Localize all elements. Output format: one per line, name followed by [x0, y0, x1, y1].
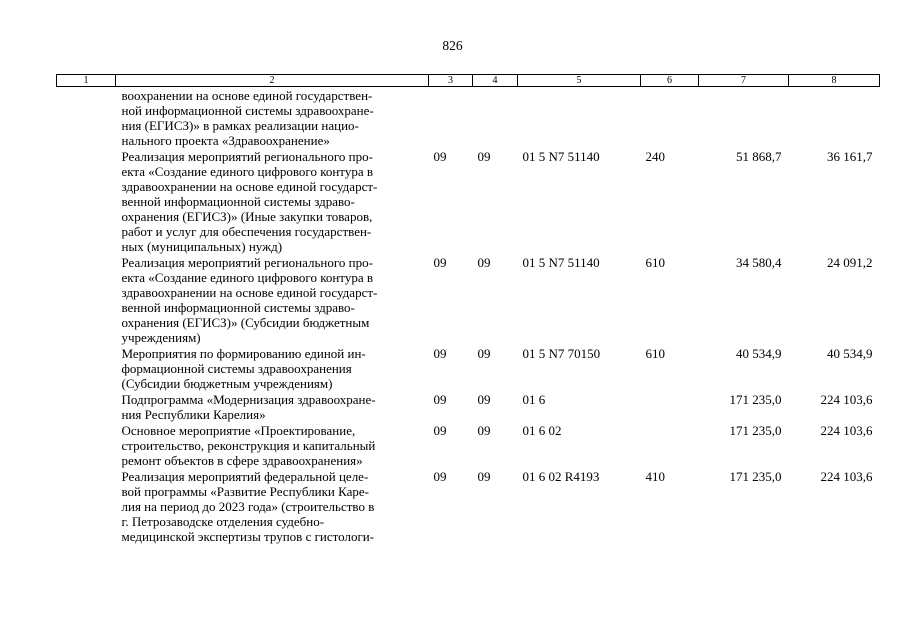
table-row [57, 392, 880, 423]
cell-description [116, 255, 429, 346]
table-row [57, 87, 880, 150]
description-line: екта «Создание единого цифрового контура в [121, 164, 373, 179]
description-line: лия на период до 2023 года» (строительство в [121, 499, 375, 514]
cell-description [116, 149, 429, 255]
table-row [57, 255, 880, 346]
cell-description [116, 87, 429, 150]
column-header: 7 [699, 75, 789, 87]
cell-amount-col-8: 24 091,2 [827, 255, 873, 270]
cell-target-article-code: 01 6 02 [522, 423, 562, 438]
budget-table [56, 74, 880, 545]
description-line: ния Республики Карелия» [121, 407, 266, 422]
cell-column-1 [57, 392, 116, 423]
cell-description [116, 346, 429, 392]
cell-section-code: 09 [433, 469, 447, 484]
cell-amount-col-8: 36 161,7 [827, 149, 873, 164]
cell-column-1 [57, 469, 116, 545]
description-line: Подпрограмма «Модернизация здравоохране- [121, 392, 376, 407]
description-line: венной информационной системы здраво- [121, 194, 355, 209]
cell-column-1 [57, 149, 116, 255]
cell-subsection-code: 09 [477, 392, 491, 407]
column-header: 3 [429, 75, 473, 87]
column-header: 2 [116, 75, 429, 87]
table-row [57, 423, 880, 469]
cell-amount-col-7: 51 868,7 [736, 149, 782, 164]
cell-column-1 [57, 87, 116, 150]
description-line: ремонт объектов в сфере здравоохранения» [121, 453, 363, 468]
cell-amount-col-7: 171 235,0 [729, 423, 782, 438]
description-line: г. Петрозаводске отделения судебно- [121, 514, 325, 529]
cell-section-code: 09 [433, 423, 447, 438]
cell-expense-type-code: 410 [645, 469, 665, 484]
cell-section-code [429, 87, 473, 150]
cell-expense-type-code [641, 392, 699, 423]
cell-subsection-code: 09 [477, 469, 491, 484]
description-line: екта «Создание единого цифрового контура в [121, 270, 373, 285]
column-header: 4 [473, 75, 518, 87]
cell-target-article-code [518, 87, 641, 150]
cell-amount-col-7 [699, 87, 789, 150]
cell-subsection-code [473, 87, 518, 150]
cell-amount-col-7: 34 580,4 [736, 255, 782, 270]
cell-subsection-code: 09 [477, 423, 491, 438]
table-row [57, 469, 880, 545]
cell-subsection-code: 09 [477, 255, 491, 270]
cell-amount-col-7: 171 235,0 [729, 392, 782, 407]
description-line: медицинской экспертизы трупов с гистологи- [121, 529, 375, 544]
cell-amount-col-8: 224 103,6 [820, 469, 873, 484]
cell-description [116, 423, 429, 469]
cell-section-code: 09 [433, 346, 447, 361]
column-header: 6 [641, 75, 699, 87]
column-header: 1 [57, 75, 116, 87]
cell-target-article-code: 01 5 N7 51140 [522, 149, 600, 164]
cell-target-article-code: 01 6 02 R4193 [522, 469, 600, 484]
page-number: 826 [442, 38, 463, 53]
description-line: Реализация мероприятий федеральной целе- [121, 469, 369, 484]
table-row [57, 149, 880, 255]
description-line: Реализация мероприятий регионального про- [121, 255, 373, 270]
description-line: строительство, реконструкция и капитальный [121, 438, 376, 453]
table-body [57, 87, 880, 546]
description-line: Реализация мероприятий регионального про- [121, 149, 373, 164]
description-line: формационной системы здравоохранения [121, 361, 352, 376]
description-line: воохранении на основе единой государствен- [121, 88, 373, 103]
cell-amount-col-8: 224 103,6 [820, 423, 873, 438]
description-line: Мероприятия по формированию единой ин- [121, 346, 366, 361]
cell-expense-type-code: 610 [645, 346, 665, 361]
description-line: венной информационной системы здраво- [121, 300, 355, 315]
cell-description [116, 469, 429, 545]
cell-subsection-code: 09 [477, 346, 491, 361]
description-line: охранения (ЕГИСЗ)» (Иные закупки товаров, [121, 209, 373, 224]
description-line: работ и услуг для обеспечения государствен- [121, 224, 372, 239]
cell-column-1 [57, 346, 116, 392]
cell-target-article-code: 01 6 [522, 392, 546, 407]
description-line: нального проекта «Здравоохранение» [121, 133, 330, 148]
cell-section-code: 09 [433, 149, 447, 164]
cell-expense-type-code: 610 [645, 255, 665, 270]
column-header: 8 [789, 75, 880, 87]
cell-column-1 [57, 255, 116, 346]
cell-amount-col-7: 171 235,0 [729, 469, 782, 484]
table-row [57, 346, 880, 392]
description-line: здравоохранении на основе единой государст- [121, 179, 378, 194]
cell-section-code: 09 [433, 255, 447, 270]
description-line: здравоохранении на основе единой государст- [121, 285, 378, 300]
description-line: Основное мероприятие «Проектирование, [121, 423, 356, 438]
cell-amount-col-8: 40 534,9 [827, 346, 873, 361]
cell-expense-type-code [641, 423, 699, 469]
cell-description [116, 392, 429, 423]
description-line: охранения (ЕГИСЗ)» (Субсидии бюджетным [121, 315, 370, 330]
cell-amount-col-7: 40 534,9 [736, 346, 782, 361]
description-line: ных (муниципальных) нужд) [121, 239, 283, 254]
description-line: (Субсидии бюджетным учреждениям) [121, 376, 333, 391]
column-header: 5 [518, 75, 641, 87]
cell-column-1 [57, 423, 116, 469]
description-line: учреждениям) [121, 330, 201, 345]
cell-expense-type-code: 240 [645, 149, 665, 164]
description-line: вой программы «Развитие Республики Каре- [121, 484, 369, 499]
description-line: ной информационной системы здравоохране- [121, 103, 374, 118]
cell-subsection-code: 09 [477, 149, 491, 164]
cell-section-code: 09 [433, 392, 447, 407]
cell-amount-col-8 [789, 87, 880, 150]
cell-amount-col-8: 224 103,6 [820, 392, 873, 407]
cell-target-article-code: 01 5 N7 70150 [522, 346, 601, 361]
cell-target-article-code: 01 5 N7 51140 [522, 255, 600, 270]
description-line: ния (ЕГИСЗ)» в рамках реализации нацио- [121, 118, 359, 133]
cell-expense-type-code [641, 87, 699, 150]
column-number-header-row [57, 75, 880, 87]
